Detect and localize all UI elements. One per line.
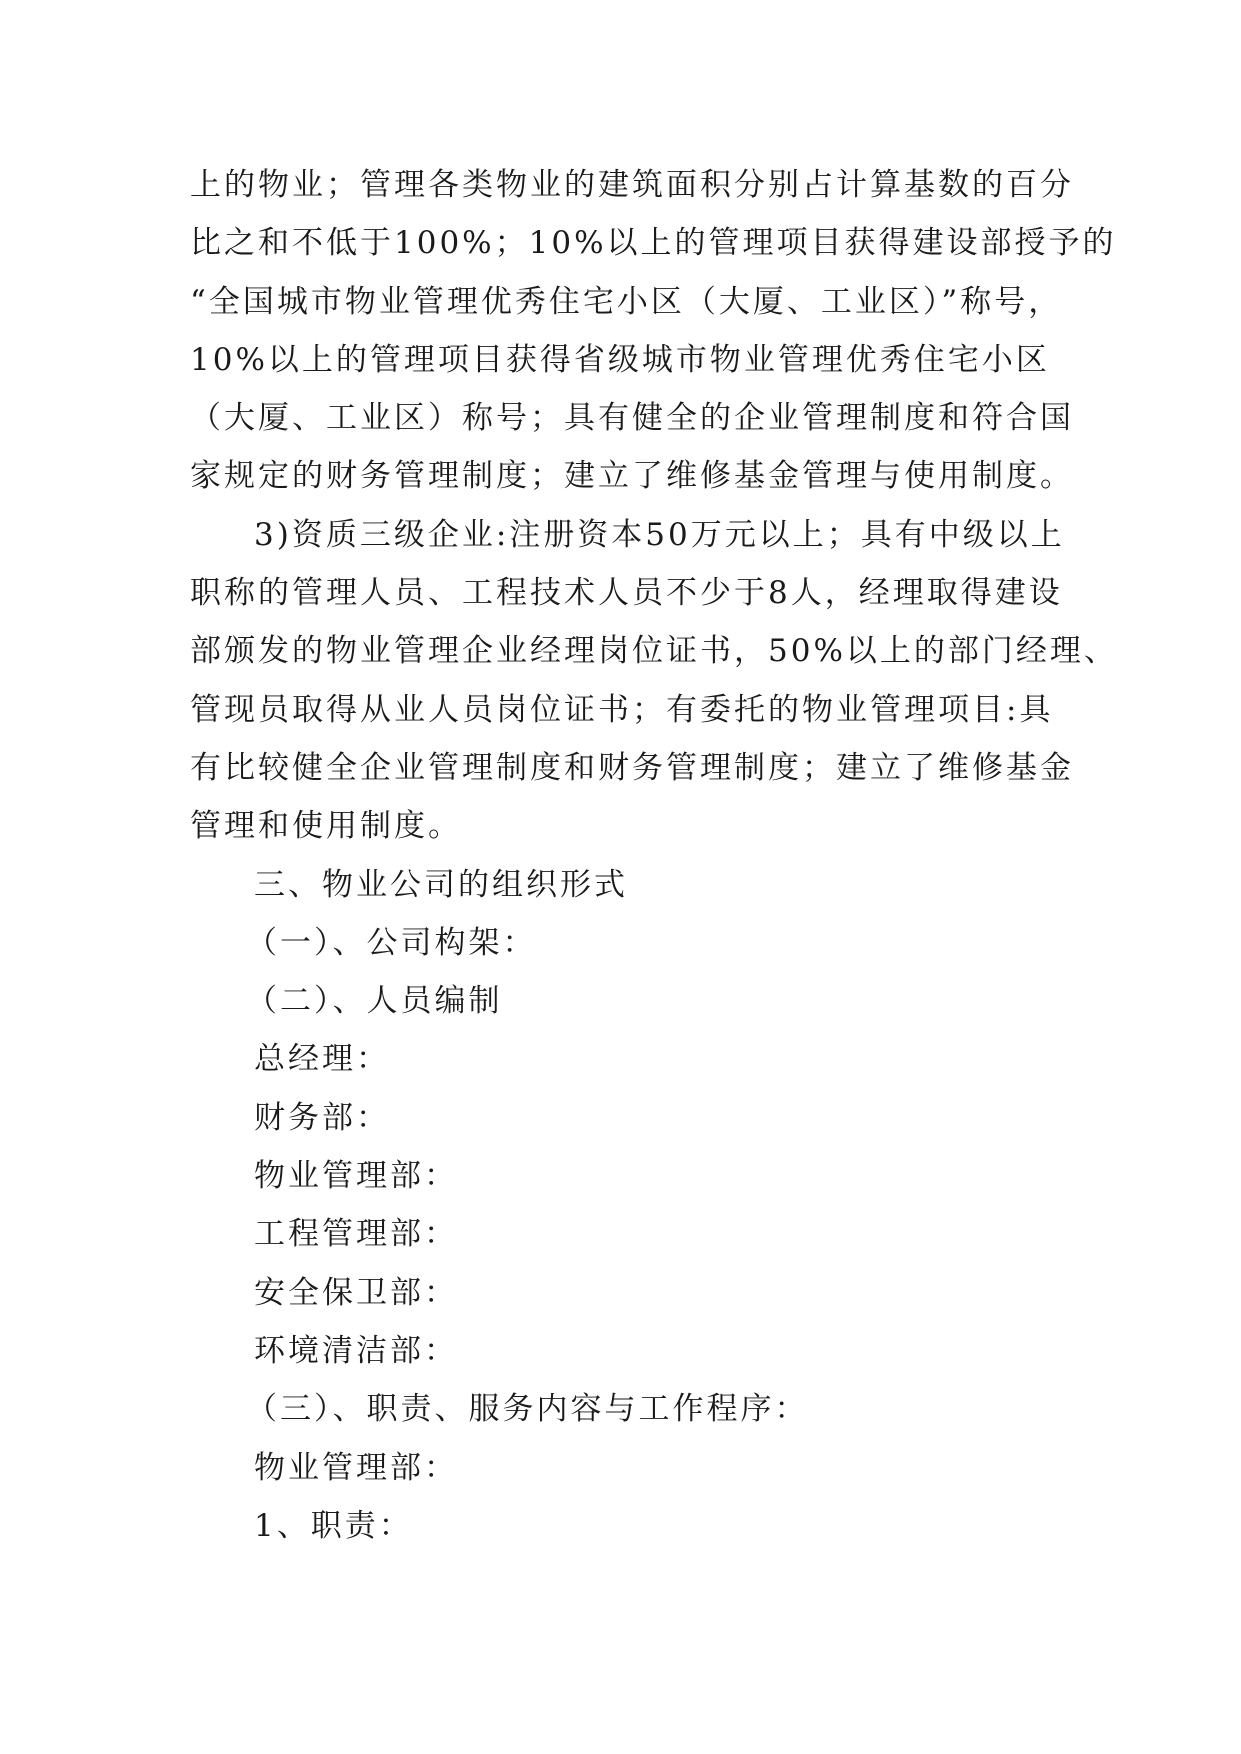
subheading-staffing: （二）、人员编制 [246,983,503,1020]
text-line: 有比较健全企业管理制度和财务管理制度；建立了维修基金 [190,749,1074,786]
subheading-structure: （一）、公司构架： [246,924,537,961]
document-body [190,156,1118,1555]
role-general-manager: 总经理： [254,1041,390,1078]
text-line: 比之和不低于100%；10%以上的管理项目获得建设部授予的 [190,225,1117,262]
list-item-duties: 1、职责： [254,1507,413,1544]
text-line: 职称的管理人员、工程技术人员不少于8人，经理取得建设 [190,575,1063,612]
text-line: 10%以上的管理项目获得省级城市物业管理优秀住宅小区 [190,341,1050,378]
subheading-duties: （三）、职责、服务内容与工作程序： [246,1391,809,1428]
text-line: 上的物业；管理各类物业的建筑面积分别占计算基数的百分 [190,167,1074,203]
role-property-management: 物业管理部： [254,1158,458,1195]
text-line: 3)资质三级企业:注册资本50万元以上；具有中级以上 [254,516,1065,553]
text-line: 管现员取得从业人员岗位证书；有委托的物业管理项目:具 [190,691,1054,728]
text-line: （大厦、工业区）称号；具有健全的企业管理制度和符合国 [190,400,1074,437]
department-label: 物业管理部： [254,1449,458,1486]
role-engineering: 工程管理部： [254,1216,458,1253]
section-heading: 三、物业公司的组织形式 [254,866,628,903]
paragraph-2 [190,506,1118,856]
role-security: 安全保卫部： [254,1274,458,1311]
text-line: 部颁发的物业管理企业经理岗位证书，50%以上的部门经理、 [190,633,1118,670]
role-cleaning: 环境清洁部： [254,1332,458,1369]
text-line: 管理和使用制度。 [190,808,462,845]
role-finance: 财务部： [254,1099,390,1136]
paragraph-1 [190,156,1117,506]
text-line: “全国城市物业管理优秀住宅小区（大厦、工业区）”称号， [190,283,1063,320]
text-line: 家规定的财务管理制度；建立了维修基金管理与使用制度。 [190,458,1074,495]
